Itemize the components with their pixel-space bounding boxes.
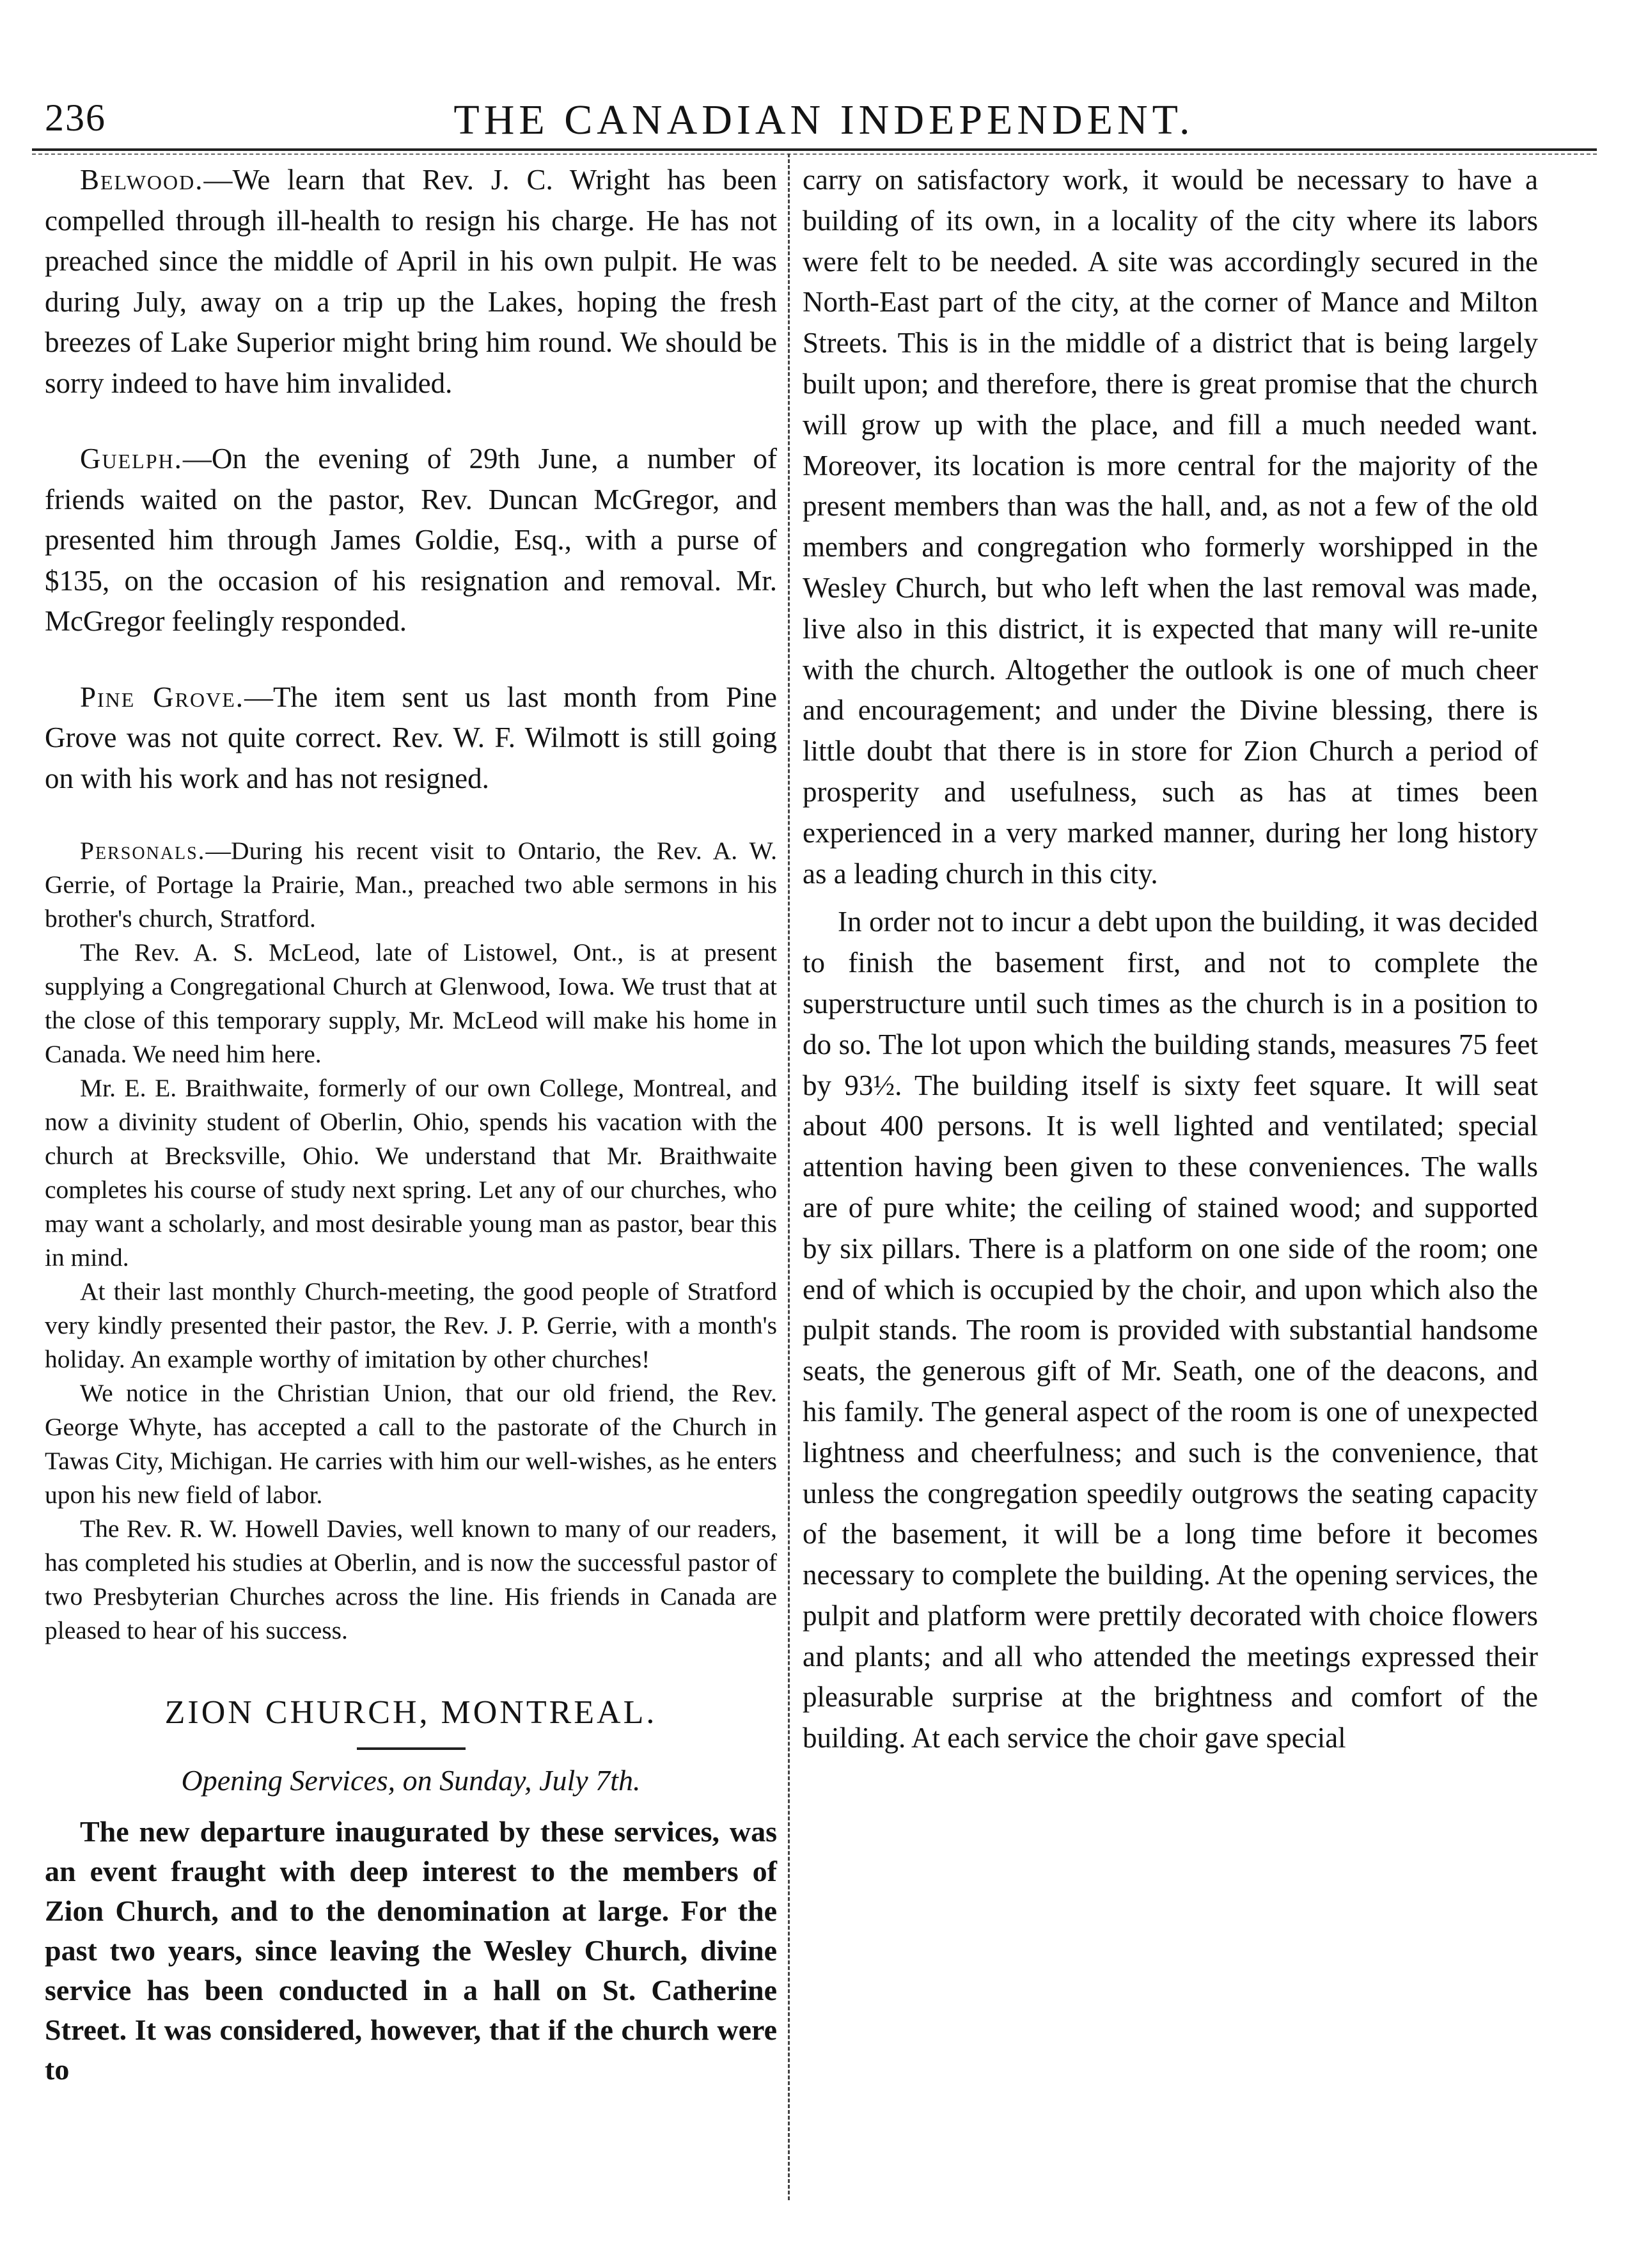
- guelph-item: [45, 439, 777, 642]
- pine-grove-item: [45, 677, 777, 799]
- publication-title: THE CANADIAN INDEPENDENT.: [453, 97, 1195, 143]
- personals-label: Personals.: [80, 837, 206, 865]
- belwood-text: —We learn that Rev. J. C. Wright has been compelled through ill-health to resign his charge. He has not preached since the middle of April in his own pulpit. He was during July, away on a trip up the Lakes, hoping the fresh breezes of Lake Superior might bring him round. We should be sorry indeed to have him invalided.: [45, 164, 777, 399]
- column-divider: [788, 154, 790, 2200]
- guelph-text: —On the evening of 29th June, a number of friends waited on the pastor, Rev. Duncan McGregor, and presented him through James Goldie, Esq., with a purse of $135, on the occasion of his resignation and removal. Mr. McGregor feelingly responded.: [45, 443, 777, 637]
- heading-rule: [357, 1747, 466, 1750]
- page-number: 236: [45, 97, 106, 139]
- pine-grove-label: Pine Grove.: [80, 681, 244, 713]
- zion-article-start: The new departure inaugurated by these services, was an event fraught with deep interest to the members of Zion Church, and to the denomination at large. For the past two years, since leaving the Wesley Church, divine service has been conducted in a hall on St. Catherine Street. It was considered, however, that if the church were to: [45, 1815, 777, 2086]
- personals-entry: Mr. E. E. Braithwaite, formerly of our own College, Montreal, and now a divinity student of Oberlin, Ohio, spends his vacation with the church at Brecksville, Ohio. We understand that Mr. Braithwaite completes his course of study next spring. Let any of our churches, who may want a scholarly, and most desirable young man as pastor, bear this in mind.: [45, 1074, 777, 1272]
- article-paragraph: In order not to incur a debt upon the building, it was decided to finish the basement first, and not to complete the superstructure until such times as the church is in a position to do so. The lot upon which the building stands, measures 75 feet by 93½. The building itself is sixty feet square. It will seat about 400 persons. It is well lighted and ventilated; special attention having been given to these conveniences. The walls are of pure white; the ceiling of stained wood; and supported by six pillars. There is a platform on one side of the room; one end of which is occupied by the choir, and upon which also the pulpit stands. The room is provided with substantial handsome seats, the generous gift of Mr. Seath, one of the deacons, and his family. The general aspect of the room is one of unexpected lightness and cheerfulness; and such is the convenience, that unless the congregation speedily outgrows the seating capacity of the basement, it will be a long time before it becomes necessary to complete the building. At the opening services, the pulpit and platform were prettily decorated with choice flowers and plants; and all who attended the meetings expressed their pleasurable surprise at the brightness and comfort of the building. At each service the choir gave special: [803, 906, 1538, 1754]
- header-rule: [32, 148, 1597, 151]
- guelph-label: Guelph.: [80, 443, 183, 475]
- page-header: [26, 96, 1622, 154]
- personals-entry: Personals.—During his recent visit to Ontario, the Rev. A. W. Gerrie, of Portage la Prairie, Man., preached two able sermons in his brother's church, Stratford.: [45, 837, 777, 933]
- left-column: [45, 160, 777, 2090]
- personals-section: [45, 834, 777, 1648]
- zion-subheading: Opening Services, on Sunday, July 7th.: [181, 1763, 641, 1797]
- personals-entry: The Rev. A. S. McLeod, late of Listowel, Ont., is at present supplying a Congregational Church at Glenwood, Iowa. We trust that at the close of this temporary supply, Mr. McLeod will make his home in Canada. We need him here.: [45, 938, 777, 1068]
- personals-entry: At their last monthly Church-meeting, the good people of Stratford very kindly presented their pastor, the Rev. J. P. Gerrie, with a month's holiday. An example worthy of imitation by other churches!: [45, 1277, 777, 1373]
- article-paragraph: carry on satisfactory work, it would be necessary to have a building of its own, in a locality of the city where its labors were felt to be needed. A site was accordingly secured in the North-East part of the city, at the corner of Mance and Milton Streets. This is in the middle of a district that is being largely built upon; and therefore, there is great promise that the church will grow up with the place, and fill a much needed want. Moreover, its location is more central for the majority of the present members than was the hall, and, as not a few of the old members and congregation who formerly worshipped in the Wesley Church, but who left when the last removal was made, live also in this district, it is expected that many will re-unite with the church. Altogether the outlook is one of much cheer and encouragement; and under the Divine blessing, there is little doubt that there is in store for Zion Church a period of prosperity and usefulness, such as has at times been experienced in a very marked manner, during her long history as a leading church in this city.: [803, 164, 1538, 890]
- personals-entry: The Rev. R. W. Howell Davies, well known to many of our readers, has completed his studies at Oberlin, and is now the successful pastor of two Presbyterian Churches across the line. His friends in Canada are pleased to hear of his success.: [45, 1515, 777, 1644]
- belwood-label: Belwood.: [80, 164, 204, 196]
- right-column: [803, 160, 1538, 1759]
- header-rule-dashed: [32, 154, 1597, 155]
- personals-entry: We notice in the Christian Union, that our old friend, the Rev. George Whyte, has accepted a call to the pastorate of the Church in Tawas City, Michigan. He carries with him our well-wishes, as he enters upon his new field of labor.: [45, 1379, 777, 1509]
- pine-grove-text: —The item sent us last month from Pine Grove was not quite correct. Rev. W. F. Wilmott is still going on with his work and has not resigned.: [45, 681, 777, 794]
- belwood-item: [45, 160, 777, 404]
- zion-church-heading: ZION CHURCH, MONTREAL.: [164, 1694, 657, 1731]
